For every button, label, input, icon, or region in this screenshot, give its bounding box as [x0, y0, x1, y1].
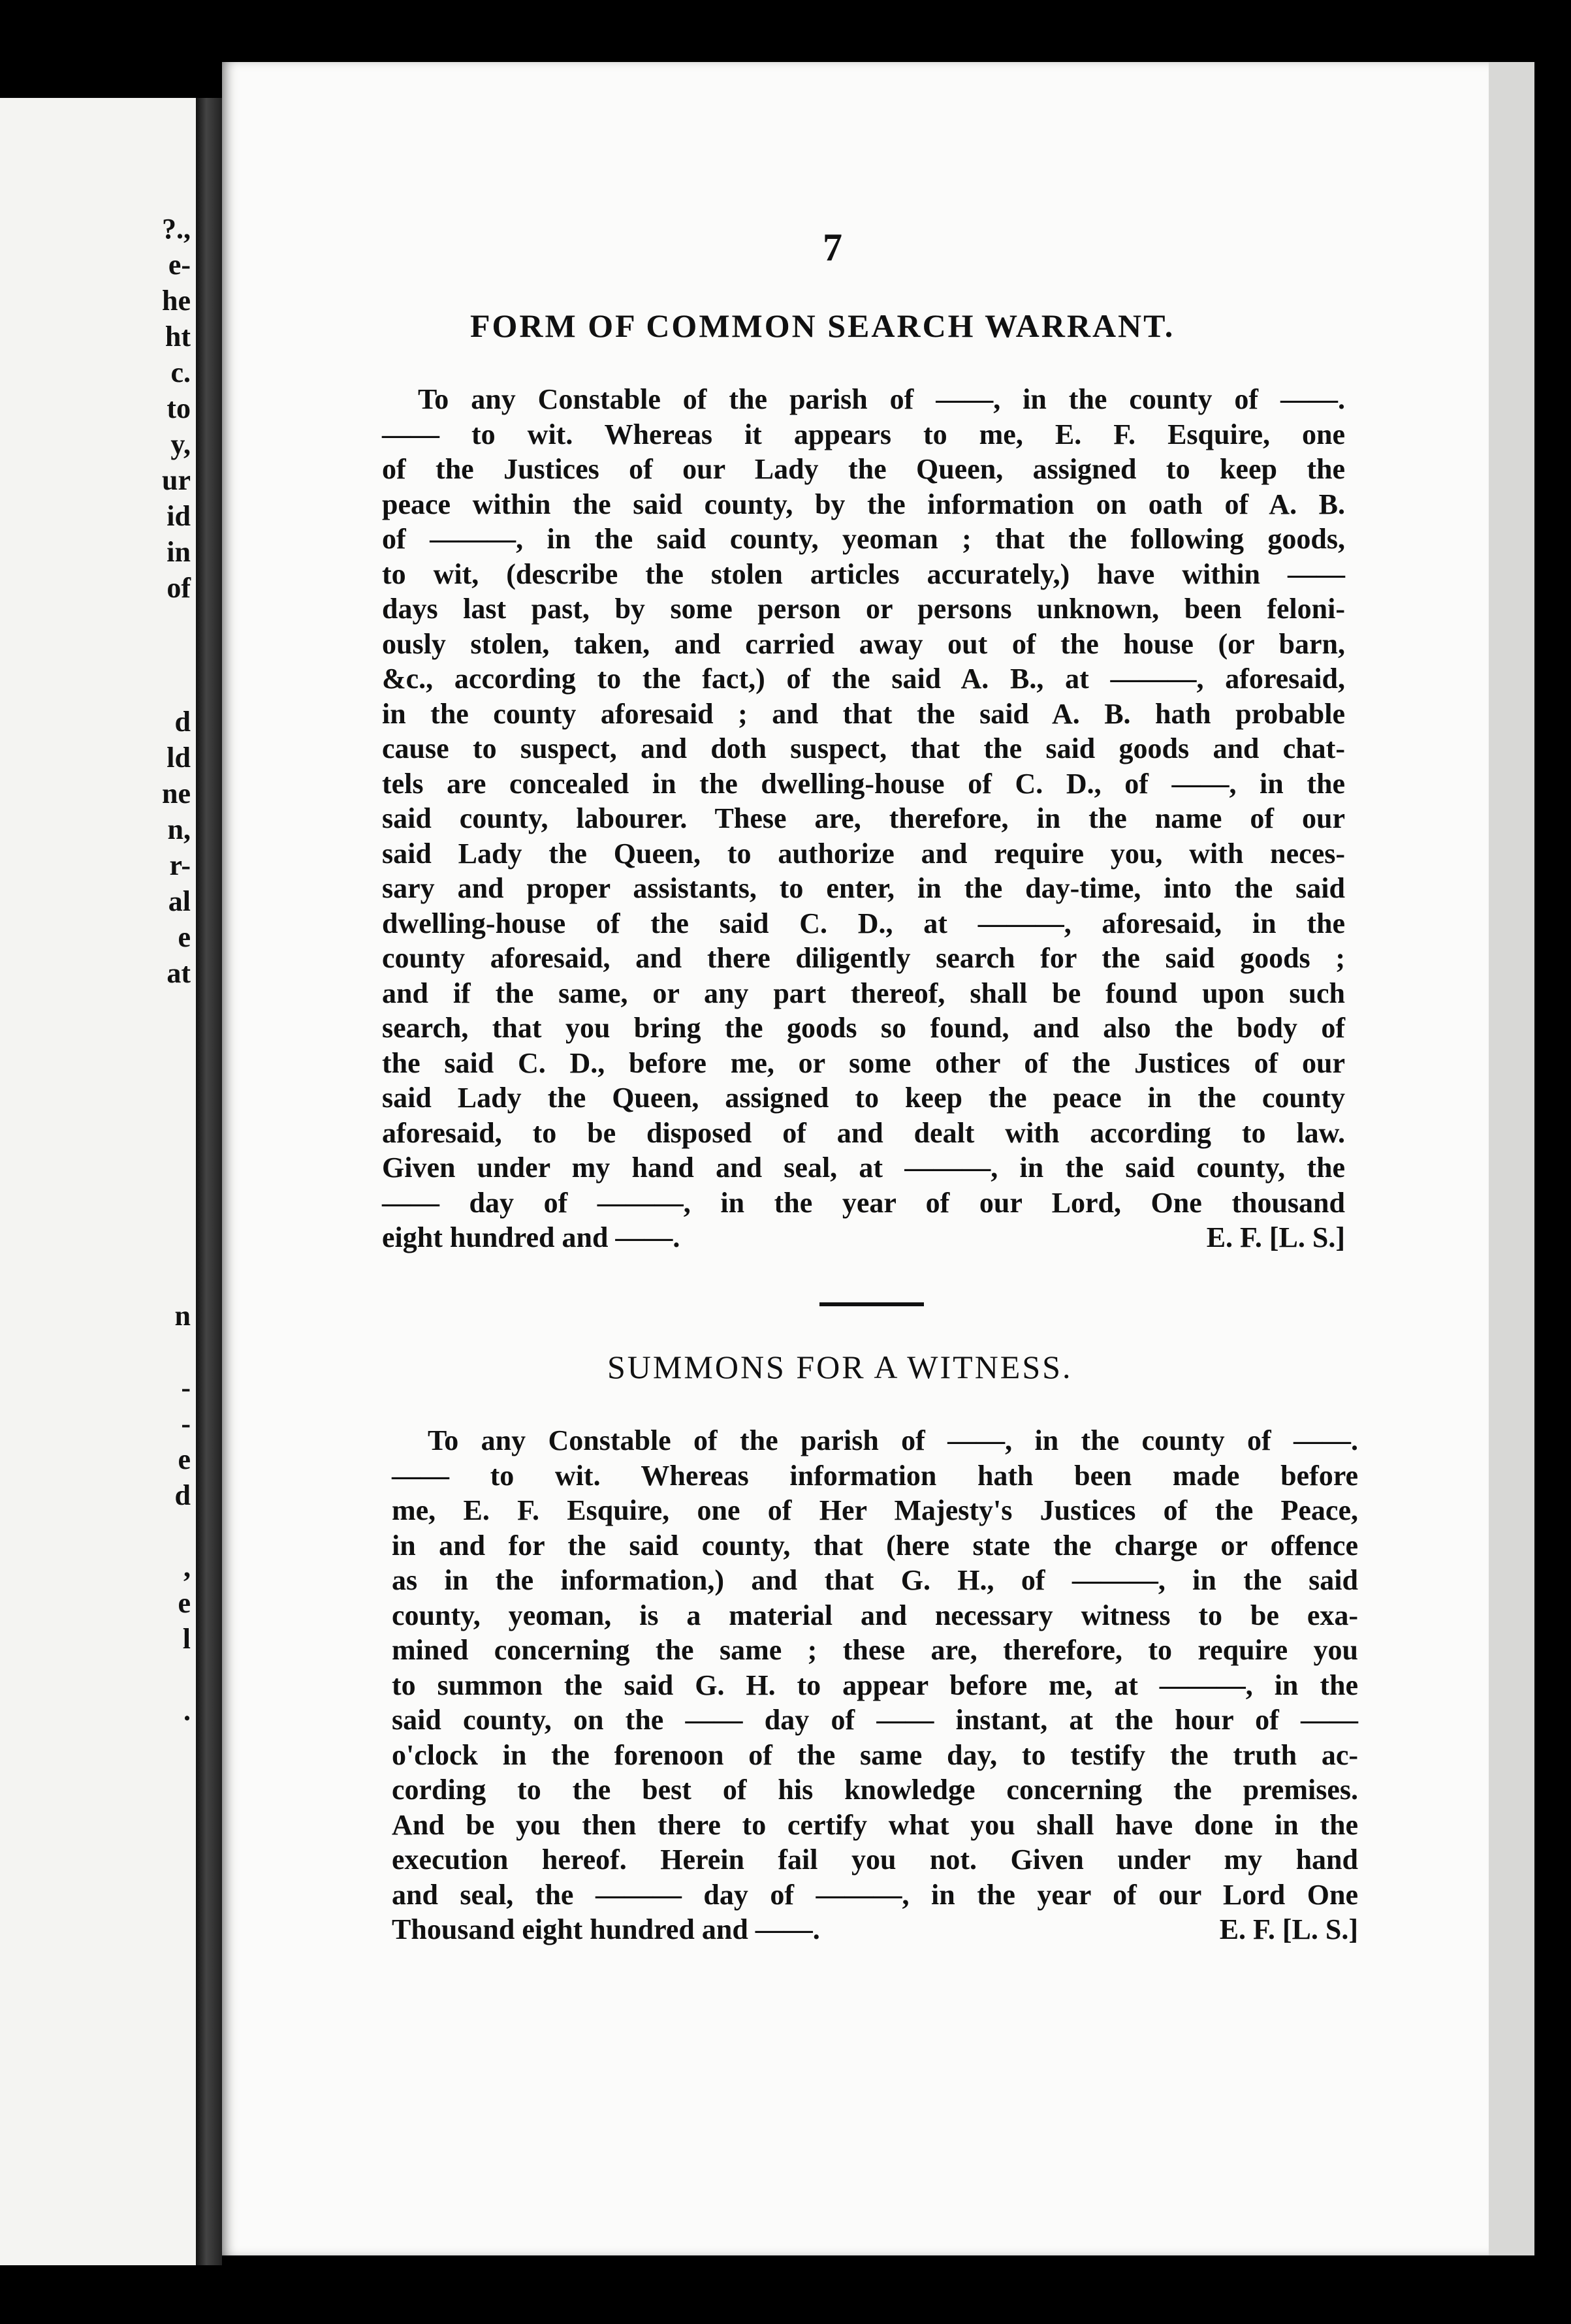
search-warrant-text: [382, 382, 1345, 1255]
left-page-margin: [0, 98, 200, 2265]
margin-fragment: to: [167, 392, 191, 424]
margin-fragment: e: [178, 921, 191, 953]
line-text: tels are concealed in the dwelling-house of C. D., of ——, in the: [382, 767, 1345, 800]
signature: E. F. [L. S.]: [1206, 1221, 1345, 1253]
line-text: —— to wit. Whereas it appears to me, E. F. Esquire, one: [382, 418, 1345, 450]
text-line: [392, 1668, 1358, 1703]
text-line: [382, 697, 1345, 732]
margin-fragment: id: [167, 500, 191, 532]
text-line: [382, 766, 1345, 802]
line-text: peace within the said county, by the information on oath of A. B.: [382, 488, 1345, 520]
line-text: said county, on the —— day of —— instant, at the hour of ——: [392, 1704, 1358, 1736]
text-line: [382, 906, 1345, 941]
margin-fragment: al: [168, 885, 191, 917]
margin-fragment: at: [167, 957, 191, 989]
text-line: [382, 557, 1345, 592]
text-line: [382, 871, 1345, 906]
text-line: [382, 1011, 1345, 1046]
line-text: in the county aforesaid ; and that the said A. B. hath probable: [382, 697, 1345, 730]
summons-text: [392, 1423, 1358, 1947]
line-text: —— day of ———, in the year of our Lord, One thousand: [382, 1186, 1345, 1219]
margin-fragment: ur: [162, 464, 191, 496]
text-line: [382, 976, 1345, 1011]
text-line: [382, 941, 1345, 976]
text-line: [382, 661, 1345, 697]
text-line: [382, 452, 1345, 487]
margin-fragment: n: [174, 1300, 191, 1332]
line-text: ously stolen, taken, and carried away out of the house (or barn,: [382, 627, 1345, 660]
line-text: cause to suspect, and doth suspect, that the said goods and chat-: [382, 732, 1345, 764]
text-line: [382, 627, 1345, 662]
line-text: &c., according to the fact,) of the said A. B., at ———, aforesaid,: [382, 663, 1345, 695]
line-text: To any Constable of the parish of ——, in the county of ——.: [428, 1424, 1358, 1456]
section-divider: [819, 1302, 924, 1306]
text-line: [392, 1458, 1358, 1494]
line-text: of ———, in the said county, yeoman ; that the following goods,: [382, 523, 1345, 555]
line-text: days last past, by some person or persons unknown, been feloni-: [382, 593, 1345, 625]
margin-fragment: n,: [167, 813, 191, 845]
text-line: [392, 1528, 1358, 1563]
margin-fragment: -: [181, 1407, 191, 1439]
line-text: and if the same, or any part thereof, shall be found upon such: [382, 977, 1345, 1009]
page-number: 7: [823, 226, 842, 269]
book-gutter: [196, 98, 222, 2265]
margin-fragment: ?.,: [162, 213, 191, 245]
line-text: mined concerning the same ; these are, therefore, to require you: [392, 1634, 1358, 1666]
text-line: [382, 382, 1345, 417]
line-text: the said C. D., before me, or some other of the Justices of our: [382, 1046, 1345, 1079]
margin-fragment: ht: [165, 321, 191, 353]
text-line: [392, 1738, 1358, 1773]
line-text: as in the information,) and that G. H., of ———, in the said: [392, 1564, 1358, 1596]
text-line: [382, 1046, 1345, 1081]
text-line: [392, 1563, 1358, 1598]
page-edge: [1489, 62, 1534, 2255]
text-line: [392, 1842, 1358, 1877]
margin-fragment: d: [174, 706, 191, 738]
line-text: —— to wit. Whereas information hath been made before: [392, 1459, 1358, 1492]
text-line: [392, 1703, 1358, 1738]
line-text: and seal, the ——— day of ———, in the year of our Lord One: [392, 1878, 1358, 1911]
margin-fragment: he: [162, 285, 191, 317]
margin-fragment: y,: [170, 428, 191, 460]
text-line: [382, 1080, 1345, 1116]
margin-fragment: d: [174, 1479, 191, 1511]
section-heading-search-warrant: FORM OF COMMON SEARCH WARRANT.: [470, 307, 1175, 344]
text-line: [382, 591, 1345, 627]
text-line: [382, 731, 1345, 766]
line-text: aforesaid, to be disposed of and dealt with according to law.: [382, 1116, 1345, 1149]
line-text: to summon the said G. H. to appear before me, at ———, in the: [392, 1669, 1358, 1701]
signature: E. F. [L. S.]: [1219, 1913, 1358, 1945]
text-line: [392, 1912, 1358, 1947]
text-line: [382, 487, 1345, 522]
line-text: search, that you bring the goods so found, and also the body of: [382, 1012, 1345, 1044]
margin-fragment: -: [181, 1372, 191, 1404]
text-line: [382, 1116, 1345, 1151]
margin-fragment: e: [178, 1587, 191, 1619]
margin-fragment: r-: [169, 849, 191, 881]
text-line: [392, 1772, 1358, 1808]
margin-fragment: ld: [167, 742, 191, 774]
text-line: [382, 1186, 1345, 1221]
line-text: in and for the said county, that (here state the charge or offence: [392, 1529, 1358, 1562]
margin-fragment: c.: [170, 356, 191, 388]
text-line: [382, 836, 1345, 872]
margin-fragment: e: [178, 1443, 191, 1475]
line-text: And be you then there to certify what you shall have done in the: [392, 1808, 1358, 1841]
text-line: [382, 1220, 1345, 1255]
line-text: sary and proper assistants, to enter, in the day-time, into the said: [382, 872, 1345, 904]
margin-fragment: ,: [183, 1551, 191, 1583]
line-text: to wit, (describe the stolen articles accurately,) have within ——: [382, 557, 1345, 590]
line-text: o'clock in the forenoon of the same day, to testify the truth ac-: [392, 1738, 1358, 1771]
margin-fragment: of: [167, 572, 191, 604]
line-text: To any Constable of the parish of ——, in the county of ——.: [418, 383, 1345, 415]
margin-fragment: in: [167, 536, 191, 568]
text-line: [382, 522, 1345, 557]
line-text: Given under my hand and seal, at ———, in the said county, the: [382, 1152, 1345, 1184]
line-text: me, E. F. Esquire, one of Her Majesty's Justices of the Peace,: [392, 1494, 1358, 1526]
text-line: [382, 1150, 1345, 1186]
text-line: [392, 1808, 1358, 1843]
section-heading-summons: SUMMONS FOR A WITNESS.: [607, 1349, 1073, 1385]
margin-fragment: l: [182, 1623, 191, 1655]
line-text: said Lady the Queen, to authorize and require you, with neces-: [382, 837, 1345, 870]
line-text: execution hereof. Herein fail you not. Given under my hand: [392, 1844, 1358, 1876]
line-text: said county, labourer. These are, therefore, in the name of our: [382, 802, 1345, 834]
line-text: county aforesaid, and there diligently search for the said goods ;: [382, 942, 1345, 974]
margin-fragment: e-: [168, 249, 191, 281]
line-text: of the Justices of our Lady the Queen, assigned to keep the: [382, 453, 1345, 485]
text-line: [382, 417, 1345, 452]
text-line: [392, 1423, 1358, 1458]
text-line: [392, 1633, 1358, 1668]
line-text: said Lady the Queen, assigned to keep the peace in the county: [382, 1082, 1345, 1114]
text-line: [392, 1598, 1358, 1633]
margin-fragment: ne: [162, 777, 191, 809]
text-line: [382, 801, 1345, 836]
text-line: [392, 1493, 1358, 1528]
text-line: [392, 1877, 1358, 1913]
line-text: Thousand eight hundred and ——.: [392, 1913, 820, 1945]
line-text: dwelling-house of the said C. D., at ———, aforesaid, in the: [382, 907, 1345, 939]
line-text: county, yeoman, is a material and necessary witness to be exa-: [392, 1599, 1358, 1631]
line-text: eight hundred and ——.: [382, 1221, 680, 1253]
line-text: cording to the best of his knowledge concerning the premises.: [392, 1774, 1358, 1806]
margin-fragment: .: [183, 1695, 191, 1727]
